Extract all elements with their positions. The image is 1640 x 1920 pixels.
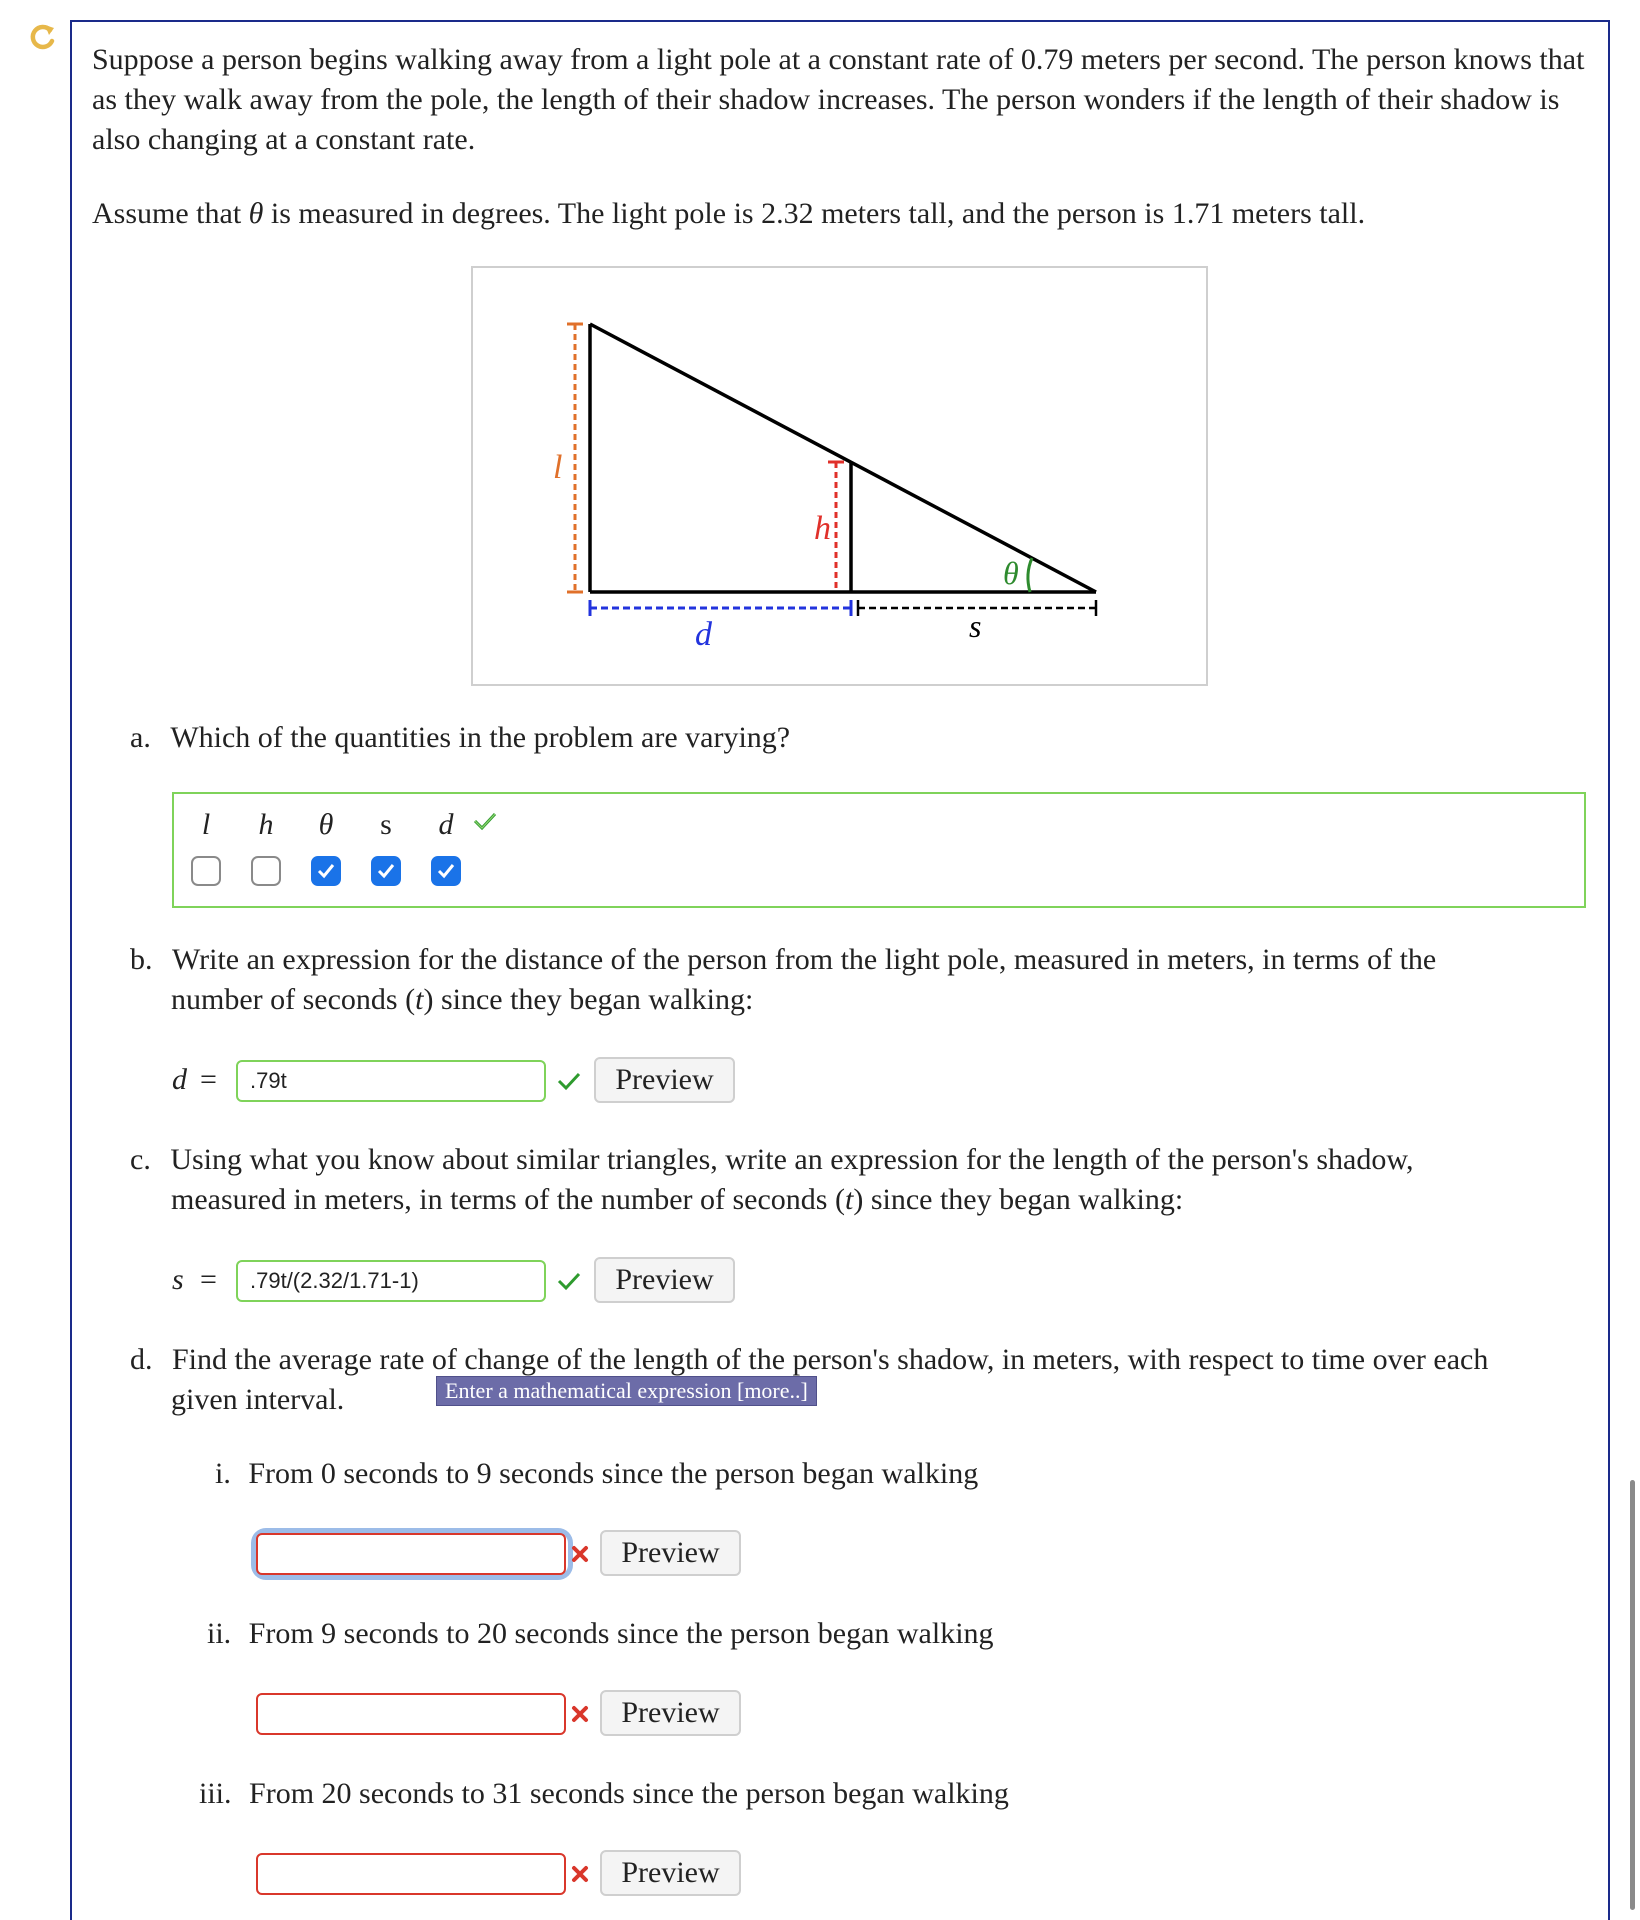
part-d-text-1: Find the average rate of change of the length of the person's shadow, in meters, with respect to time over each <box>172 1343 1489 1376</box>
label-d: d <box>695 616 712 653</box>
assume-prefix: Assume that <box>92 197 249 230</box>
var-t: t <box>844 1183 854 1216</box>
similar-triangles-diagram <box>473 268 1206 684</box>
part-a-text: Which of the quantities in the problem are varying? <box>170 721 791 754</box>
problem-assumptions <box>92 194 1592 234</box>
problem-intro <box>92 40 1592 160</box>
interval-ii-text: From 9 seconds to 20 seconds since the person began walking <box>248 1617 994 1650</box>
rate-input-ii[interactable] <box>256 1693 566 1735</box>
checkbox-d[interactable] <box>431 856 461 886</box>
checkbox-s[interactable] <box>371 856 401 886</box>
rate-input-i[interactable] <box>256 1533 566 1575</box>
checkbox-theta[interactable] <box>311 856 341 886</box>
varying-quantities-panel <box>172 792 1586 908</box>
label-l: l <box>553 449 563 486</box>
option-label-l: l <box>201 808 211 841</box>
interval-iii-label <box>199 1774 1009 1814</box>
intro-text: Suppose a person begins walking away from a light pole at a constant rate of 0.79 meters per second. The person knows that as they walk away from the pole, the length of their shadow increases. The person wonders if the length of their shadow is also changing at a constant rate. <box>92 43 1585 156</box>
preview-button-c[interactable]: Preview <box>594 1257 735 1303</box>
interval-i-marker: i. <box>215 1457 231 1490</box>
d-var-label: d <box>172 1063 187 1096</box>
scrollbar[interactable] <box>1630 1480 1635 1910</box>
checkbox-h[interactable] <box>251 856 281 886</box>
option-label-h: h <box>258 808 274 841</box>
preview-button-d-i[interactable]: Preview <box>600 1530 741 1576</box>
var-t: t <box>415 983 424 1016</box>
label-h: h <box>814 510 831 547</box>
preview-button-d-ii[interactable]: Preview <box>600 1690 741 1736</box>
label-theta: θ <box>1003 555 1019 591</box>
part-c-text-1: Using what you know about similar triangles, write an expression for the length of the person's shadow, <box>170 1143 1414 1176</box>
shadow-answer-input[interactable]: .79t/(2.32/1.71-1) <box>236 1260 546 1302</box>
option-label-theta: θ <box>318 808 334 841</box>
checkmark-icon <box>472 810 498 832</box>
option-label-s: s <box>380 808 392 841</box>
interval-ii-marker: ii. <box>207 1617 232 1650</box>
part-d-text-2: given interval. <box>171 1383 345 1416</box>
part-b-marker: b. <box>130 943 153 976</box>
part-a-marker: a. <box>130 721 151 754</box>
interval-i-text: From 0 seconds to 9 seconds since the person began walking <box>248 1457 979 1490</box>
part-b-text-2b: ) since they began walking: <box>423 983 754 1016</box>
distance-answer-input[interactable]: .79t <box>236 1060 546 1102</box>
part-c-question <box>130 1140 1610 1220</box>
checkbox-l[interactable] <box>191 856 221 886</box>
label-s: s <box>969 608 982 644</box>
checkmark-icon <box>556 1270 582 1292</box>
part-c-text-2b: ) since they began walking: <box>853 1183 1184 1216</box>
part-c-text-2a: measured in meters, in terms of the number of seconds ( <box>171 1183 845 1216</box>
part-b-text-1: Write an expression for the distance of the person from the light pole, measured in meters, in terms of the <box>172 943 1437 976</box>
preview-button-d-iii[interactable]: Preview <box>600 1850 741 1896</box>
part-b-question <box>130 940 1610 1020</box>
interval-iii-marker: iii. <box>199 1777 232 1810</box>
part-d-question <box>130 1340 1620 1420</box>
option-label-d: d <box>438 808 454 841</box>
rate-input-iii[interactable] <box>256 1853 566 1895</box>
part-d-marker: d. <box>130 1343 153 1376</box>
x-mark-icon <box>570 1864 590 1884</box>
assume-suffix: is measured in degrees. The light pole is 2.32 meters tall, and the person is 1.71 meters tall. <box>263 197 1366 230</box>
preview-button-b[interactable]: Preview <box>594 1057 735 1103</box>
part-b-text-2a: number of seconds ( <box>171 983 416 1016</box>
interval-ii-label <box>207 1614 994 1654</box>
check-glyph-icon <box>313 858 339 884</box>
x-mark-icon <box>570 1704 590 1724</box>
refresh-icon[interactable] <box>28 22 58 52</box>
input-hint-tooltip: Enter a mathematical expression [more..] <box>436 1376 817 1406</box>
theta-arc <box>1028 558 1032 592</box>
theta-symbol: θ <box>248 197 264 230</box>
interval-iii-text: From 20 seconds to 31 seconds since the person began walking <box>249 1777 1009 1810</box>
diagram <box>471 266 1208 686</box>
x-mark-icon <box>570 1544 590 1564</box>
part-c-marker: c. <box>130 1143 151 1176</box>
checkmark-icon <box>556 1070 582 1092</box>
interval-i-label <box>215 1454 978 1494</box>
d-equals: = <box>200 1063 217 1096</box>
s-equals: = <box>200 1263 217 1296</box>
part-a-question <box>130 718 790 758</box>
s-var-label: s <box>172 1263 184 1296</box>
check-glyph-icon <box>433 858 459 884</box>
check-glyph-icon <box>373 858 399 884</box>
light-ray <box>590 324 1096 592</box>
